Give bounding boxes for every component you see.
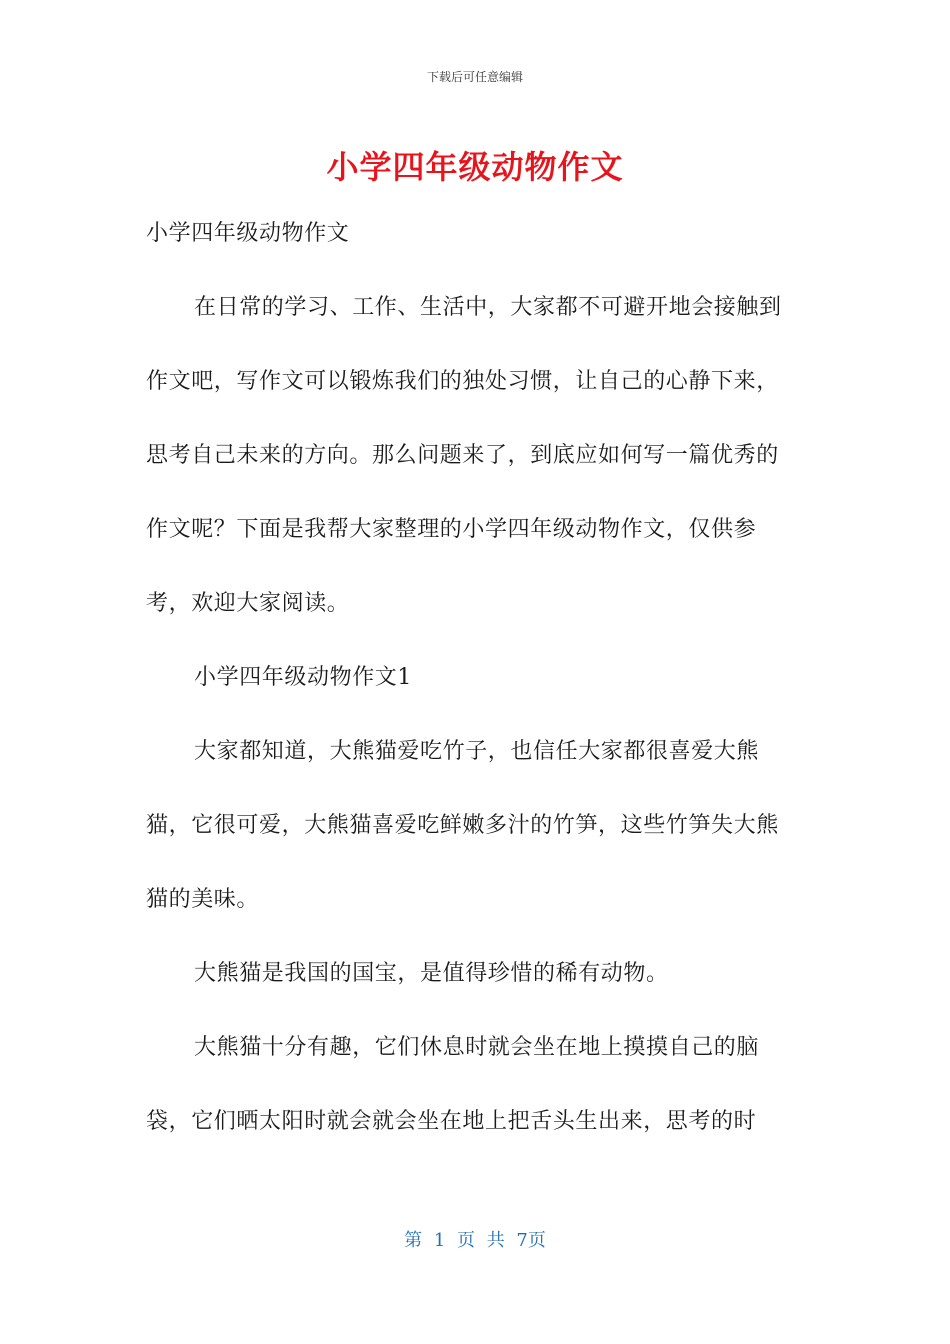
body-paragraph: 大家都知道，大熊猫爱吃竹子，也信任大家都很喜爱大熊猫，它很可爱，大熊猫喜爱吃鲜嫩多汁的竹笋，这些竹笋失大熊猫的美味。 [146, 739, 779, 912]
intro-paragraph: 在日常的学习、工作、生活中，大家都不可避开地会接触到作文吧，写作文可以锻炼我们的独处习惯，让自己的心静下来，思考自己未来的方向。那么问题来了，到底应如何写一篇优秀的作文呢？下面是我帮大家整理的小学四年级动物作文，仅供参考，欢迎大家阅读。 [146, 295, 782, 616]
header-note: 下载后可任意编辑 [426, 70, 523, 84]
page-number-footer: 第 1 页 共 7页 [404, 1230, 546, 1251]
body-paragraph: 大熊猫十分有趣，它们休息时就会坐在地上摸摸自己的脑袋，它们晒太阳时就会就会坐在地上把舌头生出来，思考的时 [146, 1035, 760, 1134]
section-heading: 小学四年级动物作文1 [194, 665, 412, 690]
body-paragraph: 大熊猫是我国的国宝，是值得珍惜的稀有动物。 [194, 961, 669, 986]
subtitle-paragraph: 小学四年级动物作文 [146, 221, 350, 246]
document-body [146, 197, 796, 1159]
document-title: 小学四年级动物作文 [326, 148, 624, 186]
